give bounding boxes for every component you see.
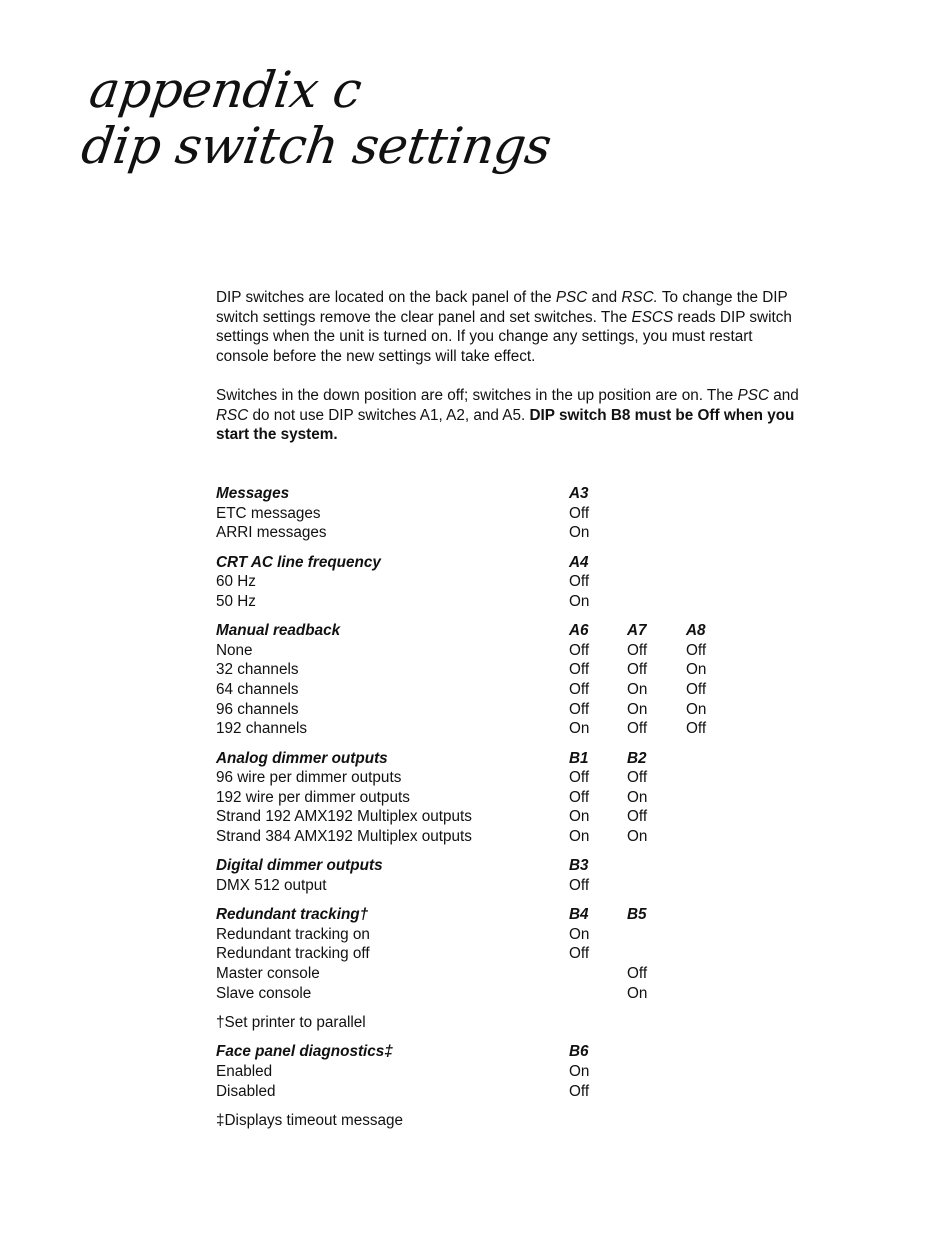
setting-label: 192 channels — [216, 720, 308, 738]
switch-column-header: A8 — [686, 622, 706, 640]
setting-label: Slave console — [216, 984, 312, 1002]
switch-value: On — [569, 925, 590, 943]
switch-value: On — [627, 827, 648, 845]
title-line-2: dip switch settings — [78, 117, 555, 175]
switch-value: On — [569, 1063, 590, 1081]
switch-value: Off — [627, 641, 648, 659]
title-line-1: appendix c — [85, 61, 365, 119]
setting-row — [216, 572, 776, 592]
setting-row — [216, 827, 776, 847]
switch-column-header: A3 — [569, 485, 589, 502]
setting-row — [216, 700, 776, 720]
intro-p1-text-4: reads DIP switch settings when the unit is turned on. If you change any settings, you must restart console before the new settings will take effect. — [216, 308, 792, 365]
switch-value: On — [686, 700, 707, 718]
switch-value: On — [569, 827, 590, 845]
settings-group — [216, 905, 776, 1003]
switch-value: On — [627, 984, 648, 1002]
group-header-label: Redundant tracking† — [216, 906, 369, 924]
setting-label: None — [216, 641, 253, 659]
switch-value: Off — [569, 700, 590, 718]
setting-label: Redundant tracking off — [216, 945, 370, 963]
group-header-label: Digital dimmer outputs — [216, 857, 383, 875]
group-header-label: Messages — [216, 485, 290, 502]
switch-value: Off — [627, 720, 648, 738]
footnote: †Set printer to parallel — [216, 1014, 366, 1032]
setting-row — [216, 768, 776, 788]
setting-row — [216, 984, 776, 1004]
footnote: ‡Displays timeout message — [216, 1112, 404, 1129]
switch-value: On — [569, 720, 590, 738]
intro-p2-text-3: do not use DIP switches A1, A2, and A5. — [248, 406, 530, 424]
switch-column-header: B2 — [627, 749, 647, 767]
switch-value: Off — [569, 641, 590, 659]
setting-row — [216, 925, 776, 945]
intro-p2-text-1: Switches in the down position are off; switches in the up position are on. The — [216, 386, 738, 404]
switch-value: Off — [686, 680, 707, 698]
switch-value: Off — [569, 769, 590, 787]
switch-value: On — [569, 592, 590, 610]
switch-value: Off — [569, 788, 590, 806]
intro-text — [216, 288, 806, 464]
group-header — [216, 621, 776, 641]
intro-p1-text-3: To change the DIP switch settings remove the clear panel and set switches. The — [216, 289, 788, 326]
group-header — [216, 553, 776, 573]
setting-label: ARRI messages — [216, 524, 327, 542]
intro-p1-psc: PSC — [555, 289, 588, 306]
switch-column-header: B4 — [569, 906, 589, 924]
switch-value: Off — [569, 661, 590, 679]
group-header — [216, 749, 776, 769]
switch-value: On — [627, 700, 648, 718]
settings-group — [216, 749, 776, 847]
switch-value: Off — [627, 769, 648, 787]
intro-paragraph-1 — [216, 288, 806, 366]
switch-value: Off — [569, 876, 590, 894]
group-header-label: CRT AC line frequency — [216, 553, 381, 571]
group-header-label: Manual readback — [216, 622, 341, 640]
setting-row — [216, 1062, 776, 1082]
intro-paragraph-2 — [216, 386, 806, 445]
setting-label: 50 Hz — [216, 592, 256, 610]
setting-row — [216, 592, 776, 612]
intro-p1-text-2: and — [587, 289, 622, 306]
setting-row — [216, 807, 776, 827]
intro-p2-psc: PSC — [737, 386, 769, 404]
settings-group — [216, 621, 776, 739]
switch-value: On — [627, 788, 648, 806]
switch-value: Off — [627, 808, 648, 826]
switch-value: On — [569, 808, 590, 826]
setting-row — [216, 876, 776, 896]
intro-p1-escs: ESCS — [631, 308, 674, 326]
setting-row — [216, 719, 776, 739]
switch-value: Off — [569, 945, 590, 963]
switch-column-header: B3 — [569, 857, 589, 875]
setting-label: Enabled — [216, 1063, 273, 1081]
setting-label: Redundant tracking on — [216, 925, 370, 943]
setting-label: 64 channels — [216, 680, 299, 698]
switch-value: Off — [569, 573, 590, 591]
intro-p1-text-1: DIP switches are located on the back panel of the — [216, 289, 556, 306]
switch-value: On — [569, 524, 590, 542]
setting-row — [216, 944, 776, 964]
setting-row — [216, 680, 776, 700]
group-header — [216, 1042, 776, 1062]
switch-value: On — [627, 680, 648, 698]
setting-label: 96 wire per dimmer outputs — [216, 769, 402, 787]
setting-label: 192 wire per dimmer outputs — [216, 788, 410, 806]
setting-row — [216, 1082, 776, 1102]
switch-column-header: A6 — [569, 622, 589, 640]
switch-column-header: B6 — [569, 1043, 589, 1061]
switch-value: Off — [686, 641, 707, 659]
settings-group — [216, 553, 776, 612]
intro-p2-rsc: RSC — [216, 406, 249, 424]
setting-label: 60 Hz — [216, 573, 256, 591]
group-header — [216, 905, 776, 925]
switch-column-header: A4 — [569, 553, 589, 571]
switch-value: Off — [627, 965, 648, 983]
switch-value: Off — [627, 661, 648, 679]
intro-p1-rsc: RSC. — [621, 289, 658, 306]
setting-label: Strand 384 AMX192 Multiplex outputs — [216, 827, 472, 845]
group-header — [216, 856, 776, 876]
settings-group — [216, 856, 776, 895]
switch-column-header: B1 — [569, 749, 589, 767]
setting-label: Disabled — [216, 1082, 276, 1100]
switch-value: Off — [569, 680, 590, 698]
group-header-label: Analog dimmer outputs — [216, 749, 388, 767]
setting-row — [216, 523, 776, 543]
intro-p2-text-2: and — [769, 386, 799, 404]
group-header-label: Face panel diagnostics‡ — [216, 1043, 393, 1061]
setting-label: 96 channels — [216, 700, 299, 718]
switch-column-header: B5 — [627, 906, 647, 924]
settings-group — [216, 1042, 776, 1101]
setting-label: DMX 512 output — [216, 876, 327, 894]
setting-row — [216, 660, 776, 680]
page-title — [78, 62, 562, 174]
intro-p2-warning: DIP switch B8 must be Off when you start the system. — [216, 406, 795, 444]
switch-value: Off — [569, 504, 590, 522]
switch-value: Off — [686, 720, 707, 738]
switch-value: On — [686, 661, 707, 679]
switch-value: Off — [569, 1082, 590, 1100]
group-header — [216, 484, 776, 504]
setting-row — [216, 788, 776, 808]
setting-label: Strand 192 AMX192 Multiplex outputs — [216, 808, 472, 826]
setting-row — [216, 964, 776, 984]
dip-switch-settings-table — [216, 484, 776, 1131]
setting-row — [216, 641, 776, 661]
setting-label: Master console — [216, 965, 320, 983]
settings-group — [216, 484, 776, 543]
switch-column-header: A7 — [627, 622, 647, 640]
setting-row — [216, 504, 776, 524]
setting-label: ETC messages — [216, 504, 321, 522]
setting-label: 32 channels — [216, 661, 299, 679]
